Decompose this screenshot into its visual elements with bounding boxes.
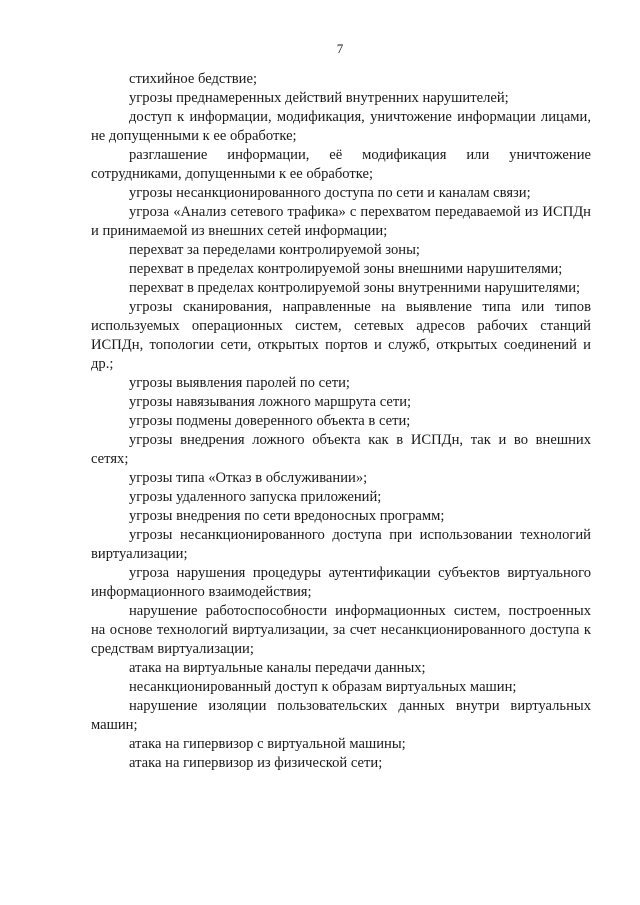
paragraph: разглашение информации, её модификация или уничтожение сотрудниками, допущенными к ее обработке; — [91, 147, 591, 182]
document-body — [91, 70, 591, 773]
paragraph: угрозы несанкционированного доступа при использовании технологий виртуализации; — [91, 527, 591, 562]
paragraph: угрозы навязывания ложного маршрута сети; — [129, 394, 412, 410]
paragraph: несанкционированный доступ к образам виртуальных машин; — [129, 679, 517, 695]
paragraph: угрозы удаленного запуска приложений; — [129, 489, 382, 505]
paragraph: стихийное бедствие; — [129, 71, 258, 87]
paragraph: перехват в пределах контролируемой зоны внутренними нарушителями; — [129, 280, 581, 296]
paragraph: нарушение изоляции пользовательских данных внутри виртуальных машин; — [91, 698, 591, 733]
paragraph: атака на виртуальные каналы передачи данных; — [129, 660, 426, 676]
paragraph: доступ к информации, модификация, уничтожение информации лицами, не допущенными к ее обработке; — [91, 109, 591, 144]
paragraph: угроза нарушения процедуры аутентификации субъектов виртуального информационного взаимодействия; — [91, 565, 591, 600]
page-number: 7 — [336, 41, 344, 56]
paragraph: перехват за переделами контролируемой зоны; — [129, 242, 420, 258]
paragraph: угрозы выявления паролей по сети; — [129, 375, 350, 391]
paragraph: угроза «Анализ сетевого трафика» с перехватом передаваемой из ИСПДн и принимаемой из внешних сетей информации; — [91, 204, 591, 239]
paragraph: угрозы несанкционированного доступа по сети и каналам связи; — [129, 185, 531, 201]
paragraph: угрозы преднамеренных действий внутренних нарушителей; — [129, 90, 509, 106]
paragraph: угрозы внедрения по сети вредоносных программ; — [129, 508, 445, 524]
paragraph: угрозы типа «Отказ в обслуживании»; — [129, 470, 368, 486]
paragraph: нарушение работоспособности информационных систем, построенных на основе технологий виртуализации, за счет несанкционированного доступа к средствам виртуализации; — [91, 603, 591, 657]
paragraph: атака на гипервизор из физической сети; — [129, 755, 383, 771]
paragraph: перехват в пределах контролируемой зоны внешними нарушителями; — [129, 261, 563, 277]
paragraph: угрозы подмены доверенного объекта в сети; — [129, 413, 411, 429]
paragraph: угрозы внедрения ложного объекта как в ИСПДн, так и во внешних сетях; — [91, 432, 591, 467]
paragraph: угрозы сканирования, направленные на выявление типа или типов используемых операционных систем, сетевых адресов рабочих станций ИСПДн, топологии сети, открытых портов и служб, открытых соединений и др.; — [91, 299, 591, 372]
paragraph: атака на гипервизор с виртуальной машины; — [129, 736, 406, 752]
